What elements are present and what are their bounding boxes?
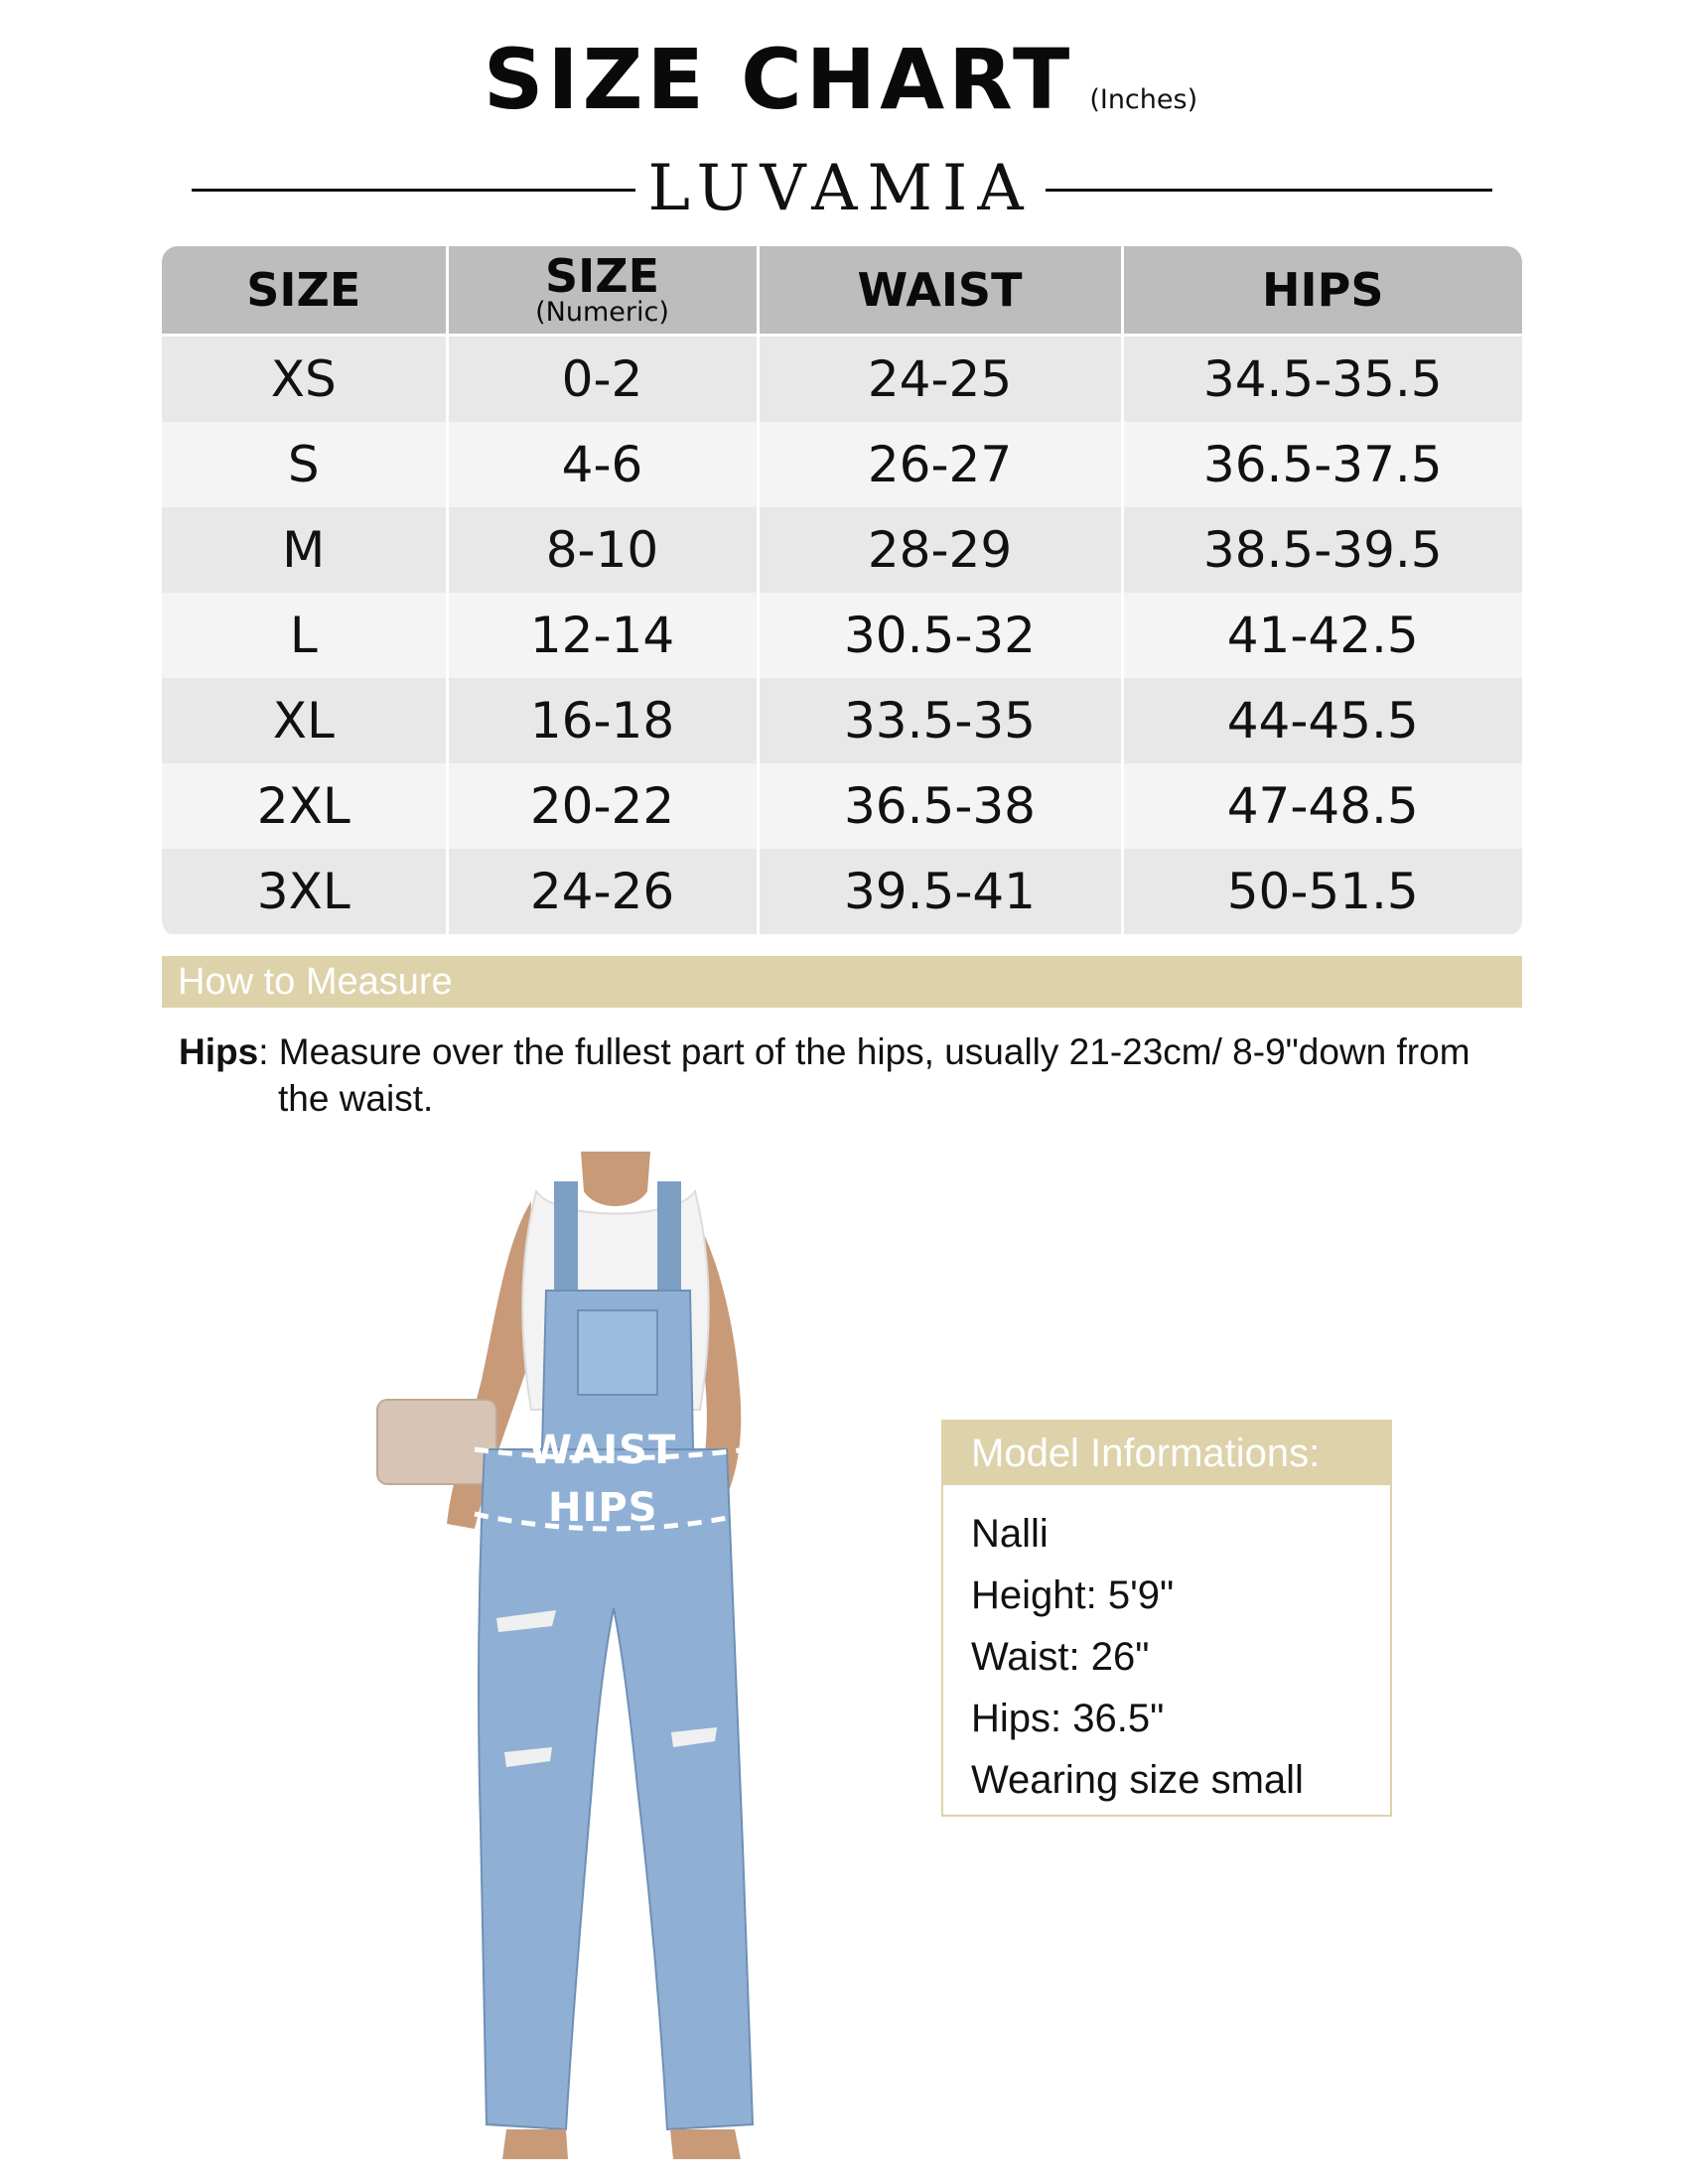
table-row xyxy=(162,763,1522,849)
model-name: Nalli xyxy=(971,1512,1049,1556)
table-row xyxy=(162,422,1522,507)
hips-cell: 47-48.5 xyxy=(1122,763,1522,849)
table-row xyxy=(162,593,1522,678)
overall-legs-shape xyxy=(479,1449,753,2129)
model-size-worn: Wearing size small xyxy=(971,1758,1304,1802)
table-row xyxy=(162,507,1522,593)
numeric-size-cell: 24-26 xyxy=(447,849,758,934)
waist-cell: 24-25 xyxy=(758,336,1122,423)
hips-cell: 34.5-35.5 xyxy=(1122,336,1522,423)
model-figure-illustration xyxy=(357,1152,834,2164)
size-cell: L xyxy=(162,593,447,678)
right-foot-shape xyxy=(670,2129,741,2159)
title-row xyxy=(0,31,1681,128)
clutch-bag-shape xyxy=(377,1400,496,1484)
numeric-size-cell: 12-14 xyxy=(447,593,758,678)
waist-cell: 39.5-41 xyxy=(758,849,1122,934)
waist-cell: 36.5-38 xyxy=(758,763,1122,849)
brand-row xyxy=(0,149,1681,228)
size-cell: 2XL xyxy=(162,763,447,849)
hips-label: HIPS xyxy=(548,1485,658,1531)
model-info-title: Model Informations: xyxy=(943,1422,1390,1485)
neck-shape xyxy=(581,1152,650,1206)
waist-cell: 26-27 xyxy=(758,422,1122,507)
model-height: Height: 5'9" xyxy=(971,1573,1175,1617)
waist-cell: 28-29 xyxy=(758,507,1122,593)
model-info-box xyxy=(941,1420,1392,1817)
column-header: WAIST xyxy=(758,246,1122,336)
waist-cell: 30.5-32 xyxy=(758,593,1122,678)
model-waist: Waist: 26" xyxy=(971,1635,1150,1679)
table-row xyxy=(162,849,1522,934)
hips-cell: 44-45.5 xyxy=(1122,678,1522,763)
column-header: HIPS xyxy=(1122,246,1522,336)
table-header-row xyxy=(162,246,1522,336)
right-strap-shape xyxy=(657,1181,681,1300)
brand-name: LUVAMIA xyxy=(647,152,1034,225)
left-foot-shape xyxy=(502,2129,568,2159)
waist-cell: 33.5-35 xyxy=(758,678,1122,763)
brand-divider-left xyxy=(192,189,635,192)
model-hips: Hips: 36.5" xyxy=(971,1697,1165,1740)
numeric-size-cell: 20-22 xyxy=(447,763,758,849)
numeric-size-cell: 4-6 xyxy=(447,422,758,507)
size-cell: 3XL xyxy=(162,849,447,934)
table-row xyxy=(162,678,1522,763)
column-subheader: (Numeric) xyxy=(535,296,669,328)
measure-instruction xyxy=(179,1028,1529,1122)
page-title: SIZE CHART xyxy=(483,31,1074,128)
model-info-list xyxy=(943,1485,1390,1811)
title-unit: (Inches) xyxy=(1089,84,1198,115)
waist-label: WAIST xyxy=(528,1428,677,1473)
table-row xyxy=(162,336,1522,423)
how-to-measure-title: How to Measure xyxy=(178,961,453,1003)
size-cell: XL xyxy=(162,678,447,763)
hips-cell: 50-51.5 xyxy=(1122,849,1522,934)
hips-cell: 41-42.5 xyxy=(1122,593,1522,678)
numeric-size-cell: 8-10 xyxy=(447,507,758,593)
size-cell: S xyxy=(162,422,447,507)
size-cell: XS xyxy=(162,336,447,423)
size-table-container xyxy=(162,246,1522,936)
brand-divider-right xyxy=(1046,189,1492,192)
how-to-measure-banner xyxy=(162,956,1522,1008)
hips-cell: 38.5-39.5 xyxy=(1122,507,1522,593)
measure-term: Hips xyxy=(179,1031,259,1072)
numeric-size-cell: 0-2 xyxy=(447,336,758,423)
hips-cell: 36.5-37.5 xyxy=(1122,422,1522,507)
bib-pocket-shape xyxy=(578,1310,657,1395)
column-header: SIZE xyxy=(162,246,447,336)
size-table xyxy=(162,246,1522,934)
numeric-size-cell: 16-18 xyxy=(447,678,758,763)
left-strap-shape xyxy=(554,1181,578,1300)
size-cell: M xyxy=(162,507,447,593)
size-table-body xyxy=(162,336,1522,935)
model-photo xyxy=(357,1152,834,2164)
column-header: SIZE (Numeric) xyxy=(447,246,758,336)
measure-description: : Measure over the fullest part of the hips, usually 21-23cm/ 8-9"down from the waist. xyxy=(258,1031,1471,1119)
